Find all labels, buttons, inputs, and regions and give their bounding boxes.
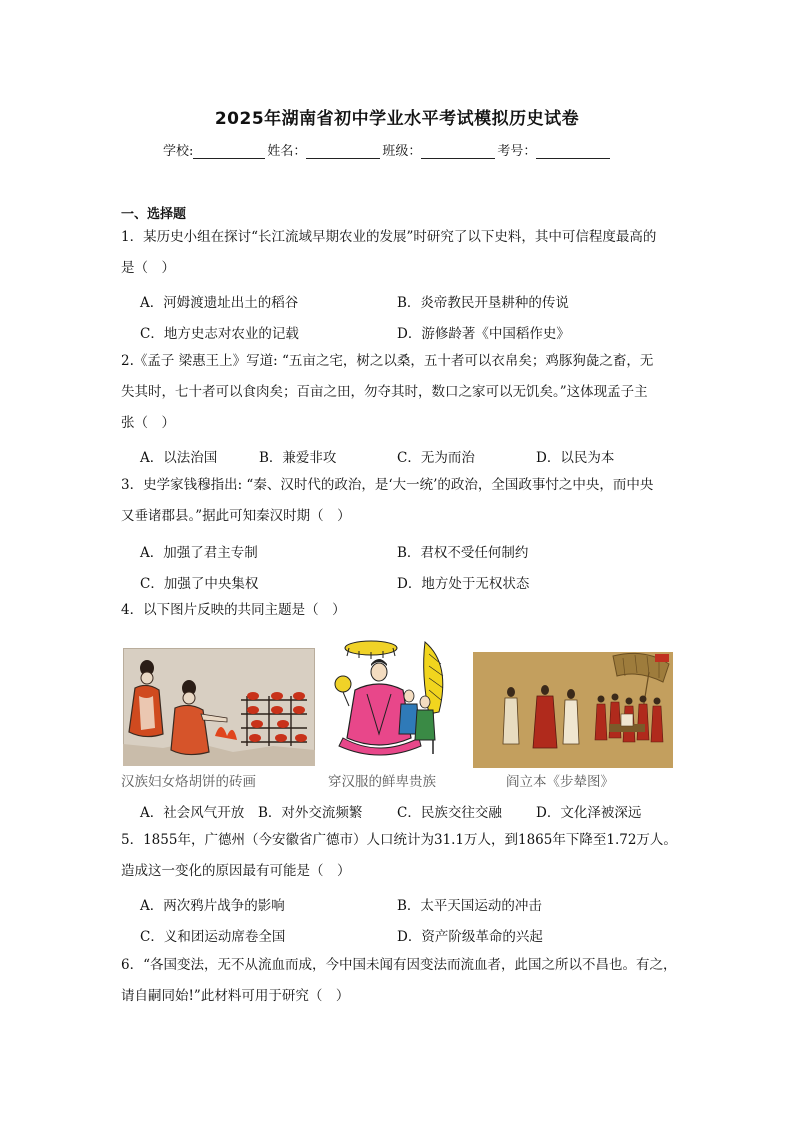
q2-option-a[interactable]: A．以法治国 [140,450,218,466]
class-blank[interactable] [421,144,495,159]
school-blank[interactable] [193,144,265,159]
question-6 [121,950,681,1012]
q3-option-b[interactable]: B．君权不受任何制约 [397,545,529,561]
question-5-line-1: 5．1855年，广德州（今安徽省广德市）人口统计为31.1万人，到1865年下降至1.72万人。 [121,832,677,848]
q2-option-c[interactable]: C．无为而治 [397,450,475,466]
school-label: 学校: [163,144,194,159]
q3-option-a[interactable]: A．加强了君主专制 [140,545,258,561]
question-2-line-1: 2.《孟子 梁惠王上》写道: “五亩之宅，树之以桑，五十者可以衣帛矣；鸡豚狗彘之畜，无 [121,353,654,369]
question-4-line-1: 4．以下图片反映的共同主题是（ ） [121,602,346,618]
question-4-figures [121,636,676,792]
figure-caption-2: 穿汉服的鲜卑贵族 [328,774,436,790]
q4-option-d[interactable]: D．文化泽被深远 [536,805,642,821]
q4-option-b[interactable]: B．对外交流频繁 [258,805,363,821]
section-heading: 一、选择题 [121,207,187,222]
figure-caption-3: 阎立本《步辇图》 [506,774,614,790]
q4-option-c[interactable]: C．民族交往交融 [397,805,502,821]
q1-option-b[interactable]: B．炎帝教民开垦耕种的传说 [397,295,569,311]
q1-option-c[interactable]: C．地方史志对农业的记载 [140,326,299,342]
question-1 [121,222,681,284]
exam-no-label: 考号： [497,144,537,159]
q3-option-d[interactable]: D．地方处于无权状态 [397,576,530,592]
question-2-line-2: 失其时，七十者可以食肉矣；百亩之田，勿夺其时，数口之家可以无饥矣。”这体现孟子主 [121,384,648,400]
question-6-line-1: 6．“各国变法，无不从流血而成，今中国未闻有因变法而流血者，此国之所以不昌也。有之， [121,957,677,973]
q2-option-b[interactable]: B．兼爱非攻 [259,450,337,466]
exam-title: 2025年湖南省初中学业水平考试模拟历史试卷 [214,109,580,129]
question-2 [121,346,681,439]
q1-option-a[interactable]: A．河姆渡遗址出土的稻谷 [140,295,299,311]
name-label: 姓名： [267,144,307,159]
question-1-line-2: 是（ ） [121,260,175,276]
bunian-tu-image [473,652,673,768]
brick-painting-image [123,648,315,766]
q3-option-c[interactable]: C．加强了中央集权 [140,576,259,592]
class-label: 班级： [382,144,422,159]
question-6-line-2: 请自嗣同始!”此材料可用于研究（ ） [121,988,350,1004]
question-4 [121,595,681,626]
q2-option-d[interactable]: D．以民为本 [536,450,615,466]
question-3-line-2: 又垂诸郡县。”据此可知秦汉时期（ ） [121,508,351,524]
q5-option-b[interactable]: B．太平天国运动的冲击 [397,898,542,914]
question-1-line-1: 1．某历史小组在探讨“长江流域早期农业的发展”时研究了以下史料，其中可信程度最高的 [121,229,657,245]
xianbei-noble-image [329,634,453,766]
q5-option-a[interactable]: A．两次鸦片战争的影响 [140,898,285,914]
figure-caption-1: 汉族妇女烙胡饼的砖画 [121,774,256,790]
student-info-line [163,140,612,159]
q1-option-d[interactable]: D．游修龄著《中国稻作史》 [397,326,570,342]
q5-option-c[interactable]: C．义和团运动席卷全国 [140,929,286,945]
q5-option-d[interactable]: D．资产阶级革命的兴起 [397,929,543,945]
question-5 [121,825,681,887]
q4-option-a[interactable]: A．社会风气开放 [140,805,245,821]
question-2-line-3: 张（ ） [121,415,175,431]
name-blank[interactable] [306,144,380,159]
question-5-line-2: 造成这一变化的原因最有可能是（ ） [121,863,351,879]
question-3-line-1: 3．史学家钱穆指出: “秦、汉时代的政治，是‘大一统’的政治，全国政事忖之中央，而中央 [121,477,654,493]
question-3 [121,470,681,532]
exam-no-blank[interactable] [536,144,610,159]
